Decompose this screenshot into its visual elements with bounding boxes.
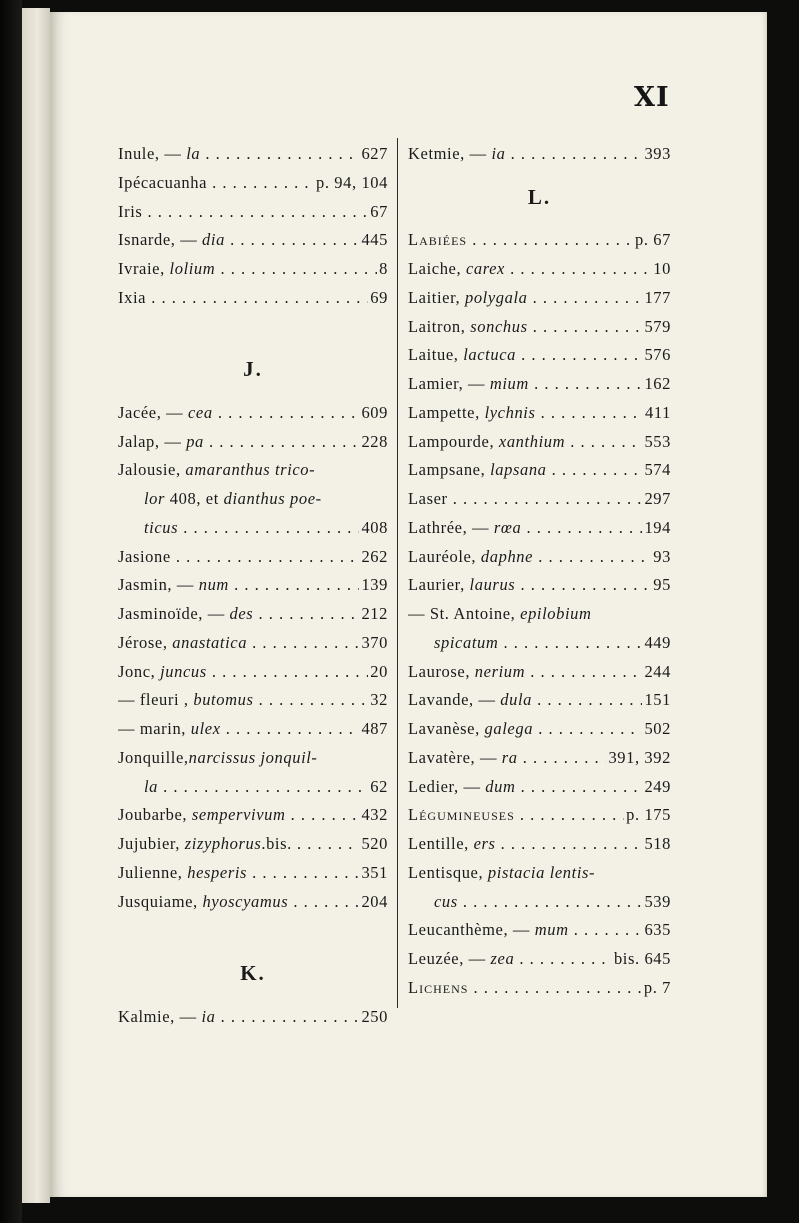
entry-text (408, 460, 671, 479)
page-reference: p. 94, 104 (314, 169, 388, 198)
entry-term: Jasminoïde, — (118, 604, 230, 623)
entry-text (434, 633, 671, 652)
index-entry (408, 773, 671, 802)
index-entry (118, 514, 388, 543)
entry-text (408, 719, 671, 738)
latin-name: pistacia lentis- (487, 862, 596, 882)
latin-name: la (144, 776, 159, 796)
index-entry (408, 945, 671, 974)
entry-suffix: .bis. (261, 834, 292, 853)
page-reference: 553 (642, 428, 671, 457)
page-reference: 351 (359, 859, 388, 888)
entry-term: Jujubier, (118, 834, 185, 853)
page-reference: 487 (359, 715, 388, 744)
page-reference: p. 7 (642, 974, 671, 1003)
entry-term: Ixia (118, 287, 147, 307)
latin-name: ers (473, 834, 496, 853)
latin-name: ia (201, 1006, 216, 1026)
page-reference: 244 (642, 658, 671, 687)
entry-text (118, 575, 388, 594)
latin-name: carex (465, 259, 505, 278)
page-reference: 69 (368, 284, 388, 313)
index-entry (408, 456, 671, 485)
page-reference: 445 (359, 226, 388, 255)
entry-text (118, 805, 388, 824)
entry-text (408, 547, 671, 566)
page-reference: 67 (368, 198, 388, 227)
latin-name: lychnis (484, 402, 536, 422)
page-reference: 194 (642, 514, 671, 543)
latin-name: num (198, 575, 229, 595)
entry-term: Lentille, (408, 834, 474, 853)
index-entry (408, 715, 671, 744)
entry-text (118, 863, 388, 882)
page-reference: 212 (359, 600, 388, 629)
entry-text (408, 374, 671, 393)
entry-term: Laurose, (408, 661, 475, 681)
index-entry (408, 313, 671, 342)
entry-term: Laurier, (408, 575, 470, 595)
index-entry (408, 399, 671, 428)
latin-name: sempervivum (191, 805, 286, 825)
latin-name: dianthus poe- (223, 489, 322, 508)
page-reference: 520 (359, 830, 388, 859)
latin-name: nerium (474, 661, 526, 681)
index-entry (118, 456, 388, 485)
latin-name: narcissus jonquil- (188, 747, 318, 767)
latin-name: hyoscyamus (202, 891, 289, 911)
index-entry (408, 571, 671, 600)
entry-text (408, 288, 671, 307)
latin-name: rœa (493, 517, 522, 537)
entry-text (118, 1007, 388, 1026)
latin-name: butomus (193, 690, 254, 710)
latin-name: dum (485, 776, 516, 796)
page-reference: 204 (359, 888, 388, 917)
letter-heading: K. (240, 961, 266, 985)
page-reference: 635 (642, 916, 671, 945)
page-reference: p. 175 (624, 801, 671, 830)
index-entry (118, 428, 388, 457)
entry-term: Ketmie, — (408, 144, 492, 163)
entry-term: Kalmie, — (118, 1006, 202, 1026)
entry-text (118, 144, 388, 163)
entry-term: Lampourde, (408, 431, 499, 451)
index-entry (408, 370, 671, 399)
page-reference: 139 (359, 571, 388, 600)
entry-text (144, 518, 388, 537)
previous-page-edge (22, 8, 50, 1203)
latin-name: xanthium (498, 431, 566, 451)
page-reference: 432 (359, 801, 388, 830)
index-entry (408, 284, 671, 313)
latin-name: mum (534, 920, 569, 940)
page-reference: 95 (651, 571, 671, 600)
entry-text (408, 834, 671, 853)
entry-term: Iris (118, 201, 143, 221)
entry-term: Leucanthème, — (408, 920, 535, 940)
page-reference: 10 (651, 255, 671, 284)
entry-term: Lavatère, — (408, 747, 502, 767)
index-entry (408, 140, 671, 169)
entry-text (408, 489, 671, 508)
entry-text (408, 518, 671, 537)
page-reference: 574 (642, 456, 671, 485)
entry-term: Laiche, (408, 259, 466, 278)
index-column-left (118, 140, 388, 1031)
index-entry (408, 916, 671, 945)
entry-term: Laitron, (408, 316, 471, 336)
index-entry (408, 485, 671, 514)
latin-name: des (229, 604, 254, 623)
index-entry (118, 571, 388, 600)
entry-text (118, 403, 388, 422)
entry-term: Lampette, (408, 402, 485, 422)
entry-term: Ledier, — (408, 776, 486, 796)
entry-text (118, 748, 318, 767)
latin-name: lolium (169, 259, 216, 278)
entry-text (118, 604, 388, 623)
index-entry (118, 801, 388, 830)
entry-term: Lentisque, (408, 862, 488, 882)
page-reference: bis. 645 (612, 945, 671, 974)
page-reference: 576 (642, 341, 671, 370)
entry-term: — fleuri , (118, 690, 194, 710)
index-entry (118, 830, 388, 859)
index-entry (408, 629, 671, 658)
entry-term: Lavande, — (408, 690, 501, 710)
entry-text (118, 834, 388, 853)
index-entry (408, 686, 671, 715)
entry-text (408, 403, 671, 422)
page-reference: 162 (642, 370, 671, 399)
entry-text (408, 259, 671, 278)
page-reference: 539 (642, 888, 671, 917)
latin-name: ra (501, 747, 518, 767)
entry-text (408, 920, 671, 939)
blank-line (118, 916, 388, 945)
entry-text (144, 777, 388, 796)
page-reference: 8 (377, 255, 388, 284)
entry-text (408, 144, 671, 163)
latin-name: hesperis (187, 862, 248, 882)
entry-term: Julienne, (118, 862, 188, 882)
index-entry (408, 888, 671, 917)
latin-name: la (186, 144, 201, 163)
entry-term: Leuzée, — (408, 949, 491, 968)
index-column-right (408, 140, 671, 1003)
latin-name: pa (186, 431, 204, 451)
index-entry (118, 140, 388, 169)
entry-text (408, 690, 671, 709)
index-entry (118, 198, 388, 227)
entry-text (118, 460, 315, 479)
entry-term: Jérose, (118, 632, 173, 652)
entry-term: Légumineuses (408, 805, 515, 825)
entry-term: Jonc, (118, 661, 161, 681)
index-entry (118, 255, 388, 284)
entry-text (118, 892, 388, 911)
page-reference: 250 (359, 1003, 388, 1032)
page-reference: 502 (642, 715, 671, 744)
entry-term: Lamier, — (408, 374, 490, 393)
entry-text (118, 230, 388, 249)
entry-text (434, 892, 671, 911)
entry-term: Jalap, — (118, 431, 187, 451)
latin-name: mium (489, 374, 529, 393)
entry-term: Jalousie, (118, 460, 186, 480)
entry-term: Jonquille, (118, 747, 189, 767)
entry-text (118, 547, 388, 566)
latin-name: anastatica (172, 632, 248, 652)
entry-text (118, 202, 388, 221)
letter-heading: L. (527, 184, 552, 209)
page-reference: 579 (642, 313, 671, 342)
latin-name: ticus (144, 517, 179, 537)
page-reference: 20 (368, 658, 388, 687)
entry-term: Lathrée, — (408, 517, 494, 537)
index-entry (408, 974, 671, 1003)
latin-name: dia (202, 230, 225, 250)
entry-term: Jasione (118, 546, 171, 566)
entry-text (408, 317, 671, 336)
index-entry (118, 1003, 388, 1032)
latin-name: laurus (469, 575, 516, 595)
index-entry (408, 226, 671, 255)
latin-name: epilobium (520, 604, 592, 623)
index-entry (118, 686, 388, 715)
index-entry (118, 859, 388, 888)
page-reference: 393 (642, 140, 671, 169)
index-entry (118, 543, 388, 572)
entry-suffix: 408, et (165, 489, 224, 508)
entry-text (118, 633, 388, 652)
entry-text (118, 288, 388, 307)
entry-text (118, 719, 388, 738)
index-entry (118, 744, 388, 773)
entry-text (118, 662, 388, 681)
page-reference: 177 (642, 284, 671, 313)
latin-name: zea (490, 949, 515, 968)
entry-term: Jusquiame, (118, 891, 203, 911)
letter-heading: J. (243, 357, 263, 382)
latin-name: daphne (480, 546, 534, 566)
entry-text (408, 604, 592, 623)
index-entry (118, 629, 388, 658)
index-entry (118, 284, 388, 313)
index-entry (118, 600, 388, 629)
index-entry (408, 744, 671, 773)
entry-term: Ipécacuanha (118, 172, 208, 192)
latin-name: polygala (464, 287, 528, 307)
index-entry (118, 773, 388, 802)
page-reference: 627 (359, 140, 388, 169)
page-reference: 228 (359, 428, 388, 457)
page-reference: 297 (642, 485, 671, 514)
page-reference: 151 (642, 686, 671, 715)
entry-text (118, 432, 388, 451)
entry-term: Joubarbe, (118, 805, 192, 825)
book-gutter (0, 0, 22, 1223)
entry-term: Lavanèse, (408, 719, 485, 738)
entry-term: — St. Antoine, (408, 604, 521, 623)
entry-text (144, 489, 322, 508)
entry-text (118, 259, 388, 278)
entry-text (408, 978, 671, 997)
index-entry (408, 543, 671, 572)
latin-name: amaranthus trico- (185, 460, 316, 480)
page-reference: p. 67 (633, 226, 671, 255)
index-entry (118, 399, 388, 428)
latin-name: zizyphorus (184, 834, 262, 853)
page-reference: 62 (368, 773, 388, 802)
index-entry (408, 600, 671, 629)
latin-name: ia (491, 144, 506, 163)
index-entry (408, 801, 671, 830)
entry-text (118, 690, 388, 709)
page-reference: 93 (651, 543, 671, 572)
page-reference: 449 (642, 629, 671, 658)
latin-name: spicatum (434, 632, 499, 652)
entry-term: Lampsane, (408, 460, 491, 480)
entry-term: Isnarde, — (118, 230, 203, 250)
entry-term: — marin, (118, 719, 191, 738)
page-reference: 262 (359, 543, 388, 572)
entry-text (408, 662, 671, 681)
page-reference: 609 (359, 399, 388, 428)
entry-text (408, 432, 671, 451)
entry-term: Lichens (408, 977, 469, 997)
page-reference: 411 (643, 399, 671, 428)
index-entry (118, 226, 388, 255)
entry-term: Lauréole, (408, 546, 481, 566)
entry-term: Laser (408, 489, 448, 508)
latin-name: sonchus (470, 316, 528, 336)
latin-name: ulex (190, 719, 221, 738)
entry-text (408, 575, 671, 594)
entry-text (408, 345, 671, 364)
entry-term: Laitue, (408, 345, 464, 365)
index-entry (118, 485, 388, 514)
index-entry (118, 169, 388, 198)
index-entry (408, 428, 671, 457)
index-entry (408, 255, 671, 284)
entry-text (408, 777, 671, 796)
column-rule (397, 138, 398, 1008)
index-entry (118, 658, 388, 687)
entry-text (408, 863, 595, 882)
index-entry (408, 830, 671, 859)
page-number: XI (634, 82, 670, 113)
entry-term: Ivraie, (118, 259, 170, 278)
latin-name: dula (500, 690, 533, 710)
blank-line (118, 313, 388, 342)
latin-name: lapsana (490, 460, 547, 480)
page-reference: 249 (642, 773, 671, 802)
latin-name: cus (434, 891, 458, 911)
index-entry (408, 514, 671, 543)
latin-name: galega (484, 719, 534, 738)
page-reference: 518 (642, 830, 671, 859)
entry-term: Labiées (408, 230, 468, 250)
index-entry (408, 658, 671, 687)
index-entry (408, 859, 671, 888)
entry-term: Inule, — (118, 144, 187, 163)
entry-term: Jasmin, — (118, 575, 199, 595)
page-reference: 32 (368, 686, 388, 715)
index-entry (118, 715, 388, 744)
latin-name: juncus (160, 661, 207, 681)
entry-text (408, 230, 671, 249)
page-reference: 391, 392 (606, 744, 671, 773)
entry-term: Jacée, — (118, 402, 188, 422)
latin-name: lor (144, 489, 166, 508)
latin-name: lactuca (463, 345, 516, 365)
page-reference: 408 (359, 514, 388, 543)
latin-name: cea (188, 402, 213, 422)
index-entry (118, 888, 388, 917)
index-entry (408, 341, 671, 370)
entry-term: Laitier, (408, 287, 465, 307)
page-reference: 370 (359, 629, 388, 658)
